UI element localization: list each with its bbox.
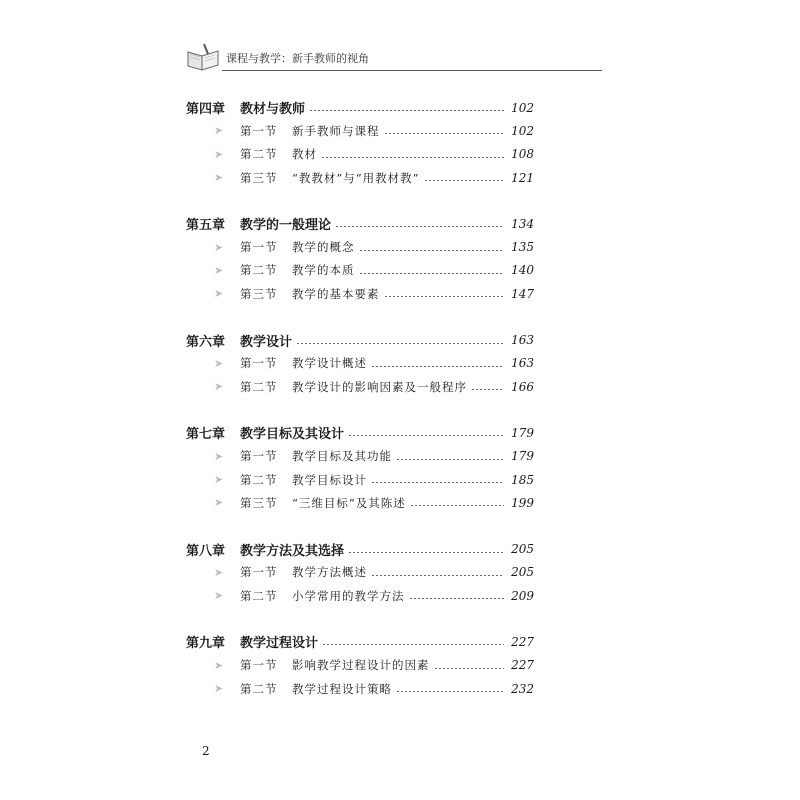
dot-leader: [359, 273, 505, 274]
section-number: 第一节: [240, 356, 278, 371]
page-number: 2: [202, 744, 210, 758]
section-title: “教教材”与“用教材教”: [292, 170, 420, 185]
chapter-block: [186, 96, 534, 189]
arrow-bullet-icon: ➤: [214, 147, 225, 161]
dot-leader: [371, 366, 504, 367]
section-entry[interactable]: [186, 468, 534, 491]
section-page: 227: [511, 658, 534, 673]
dot-leader: [371, 575, 504, 576]
arrow-bullet-icon: ➤: [214, 124, 225, 138]
section-page: 205: [511, 565, 534, 580]
section-entry[interactable]: [186, 491, 534, 514]
section-entry[interactable]: [186, 119, 534, 142]
running-title: 课程与教学：新手教师的视角: [226, 52, 369, 65]
dot-leader: [471, 389, 504, 390]
dot-leader: [396, 459, 504, 460]
arrow-bullet-icon: ➤: [214, 240, 225, 254]
section-number: 第三节: [240, 495, 278, 510]
dot-leader: [359, 250, 505, 251]
section-entry[interactable]: [186, 654, 534, 677]
arrow-bullet-icon: ➤: [214, 682, 225, 696]
arrow-bullet-icon: ➤: [214, 496, 225, 510]
section-number: 第三节: [240, 286, 278, 301]
section-entry[interactable]: [186, 143, 534, 166]
chapter-block: [186, 421, 534, 514]
chapter-page: 179: [511, 425, 534, 440]
section-title: 新手教师与课程: [292, 123, 380, 138]
chapter-title: 教学目标及其设计: [240, 427, 345, 443]
arrow-bullet-icon: ➤: [214, 263, 225, 277]
section-number: 第三节: [240, 170, 278, 185]
arrow-bullet-icon: ➤: [214, 449, 225, 463]
arrow-bullet-icon: ➤: [214, 287, 225, 301]
section-entry[interactable]: [186, 166, 534, 189]
chapter-number: 第七章: [186, 427, 226, 443]
section-entry[interactable]: [186, 352, 534, 375]
dot-leader: [321, 157, 504, 158]
running-header: [186, 40, 606, 76]
chapter-page: 227: [511, 634, 534, 649]
section-page: 199: [511, 495, 534, 510]
section-page: 179: [511, 449, 534, 464]
chapter-block: [186, 328, 534, 398]
chapter-number: 第五章: [186, 218, 226, 234]
chapter-title: 教学的一般理论: [240, 218, 332, 234]
section-title: 教学设计概述: [292, 356, 367, 371]
section-title: 教学过程设计策略: [292, 681, 392, 696]
dot-leader: [396, 691, 504, 692]
section-entry[interactable]: [186, 561, 534, 584]
dot-leader: [348, 435, 504, 436]
section-title: 教材: [292, 147, 317, 162]
table-of-contents: [186, 96, 534, 723]
chapter-block: [186, 537, 534, 607]
section-entry[interactable]: [186, 235, 534, 258]
dot-leader: [309, 110, 504, 111]
chapter-entry[interactable]: [186, 212, 534, 235]
chapter-title: 教材与教师: [240, 102, 306, 118]
section-entry[interactable]: [186, 584, 534, 607]
chapter-title: 教学过程设计: [240, 636, 319, 652]
chapter-entry[interactable]: [186, 328, 534, 351]
arrow-bullet-icon: ➤: [214, 658, 225, 672]
dot-leader: [384, 133, 505, 134]
section-number: 第一节: [240, 658, 278, 673]
chapter-page: 134: [511, 216, 534, 231]
section-page: 163: [511, 356, 534, 371]
chapter-entry[interactable]: [186, 537, 534, 560]
chapter-number: 第六章: [186, 334, 226, 350]
dot-leader: [434, 668, 505, 669]
arrow-bullet-icon: ➤: [214, 380, 225, 394]
dot-leader: [322, 644, 504, 645]
section-page: 135: [511, 240, 534, 255]
chapter-title: 教学方法及其选择: [240, 543, 345, 559]
section-title: 教学的本质: [292, 263, 355, 278]
section-page: 166: [511, 379, 534, 394]
section-title: 小学常用的教学方法: [292, 588, 405, 603]
arrow-bullet-icon: ➤: [214, 171, 225, 185]
section-number: 第一节: [240, 449, 278, 464]
section-page: 232: [511, 681, 534, 696]
section-title: 教学的基本要素: [292, 286, 380, 301]
section-number: 第一节: [240, 240, 278, 255]
dot-leader: [348, 552, 504, 553]
section-title: 教学设计的影响因素及一般程序: [292, 379, 467, 394]
dot-leader: [384, 296, 505, 297]
section-number: 第二节: [240, 472, 278, 487]
section-title: 教学方法概述: [292, 565, 367, 580]
arrow-bullet-icon: ➤: [214, 356, 225, 370]
header-rule: [222, 70, 602, 71]
chapter-entry[interactable]: [186, 421, 534, 444]
section-entry[interactable]: [186, 375, 534, 398]
section-entry[interactable]: [186, 259, 534, 282]
chapter-block: [186, 212, 534, 305]
section-title: 教学目标及其功能: [292, 449, 392, 464]
section-page: 108: [511, 147, 534, 162]
dot-leader: [409, 598, 505, 599]
chapter-number: 第四章: [186, 102, 226, 118]
section-number: 第一节: [240, 565, 278, 580]
section-number: 第二节: [240, 681, 278, 696]
arrow-bullet-icon: ➤: [214, 473, 225, 486]
section-number: 第二节: [240, 263, 278, 278]
section-entry[interactable]: [186, 445, 534, 468]
section-page: 209: [511, 588, 534, 603]
section-page: 185: [511, 472, 534, 487]
section-page: 140: [511, 263, 534, 278]
chapter-page: 163: [511, 333, 534, 348]
section-title: “三维目标”及其陈述: [292, 495, 406, 510]
open-book-icon: [186, 42, 222, 72]
chapter-title: 教学设计: [240, 334, 293, 350]
section-title: 教学目标设计: [292, 472, 367, 487]
arrow-bullet-icon: ➤: [214, 565, 225, 579]
section-number: 第一节: [240, 123, 278, 138]
dot-leader: [371, 482, 504, 483]
section-title: 影响教学过程设计的因素: [292, 658, 430, 673]
dot-leader: [424, 180, 504, 181]
chapter-page: 102: [511, 100, 534, 115]
dot-leader: [335, 226, 504, 227]
section-number: 第二节: [240, 588, 278, 603]
section-title: 教学的概念: [292, 240, 355, 255]
dot-leader: [410, 505, 504, 506]
chapter-block: [186, 630, 534, 700]
section-page: 147: [511, 286, 534, 301]
arrow-bullet-icon: ➤: [214, 589, 225, 603]
section-number: 第二节: [240, 379, 278, 394]
chapter-number: 第八章: [186, 543, 226, 559]
section-page: 121: [511, 170, 534, 185]
chapter-entry[interactable]: [186, 630, 534, 653]
chapter-page: 205: [511, 542, 534, 557]
section-entry[interactable]: [186, 282, 534, 305]
section-number: 第二节: [240, 147, 278, 162]
chapter-entry[interactable]: [186, 96, 534, 119]
section-entry[interactable]: [186, 677, 534, 700]
chapter-number: 第九章: [186, 636, 226, 652]
dot-leader: [296, 343, 504, 344]
section-page: 102: [511, 123, 534, 138]
